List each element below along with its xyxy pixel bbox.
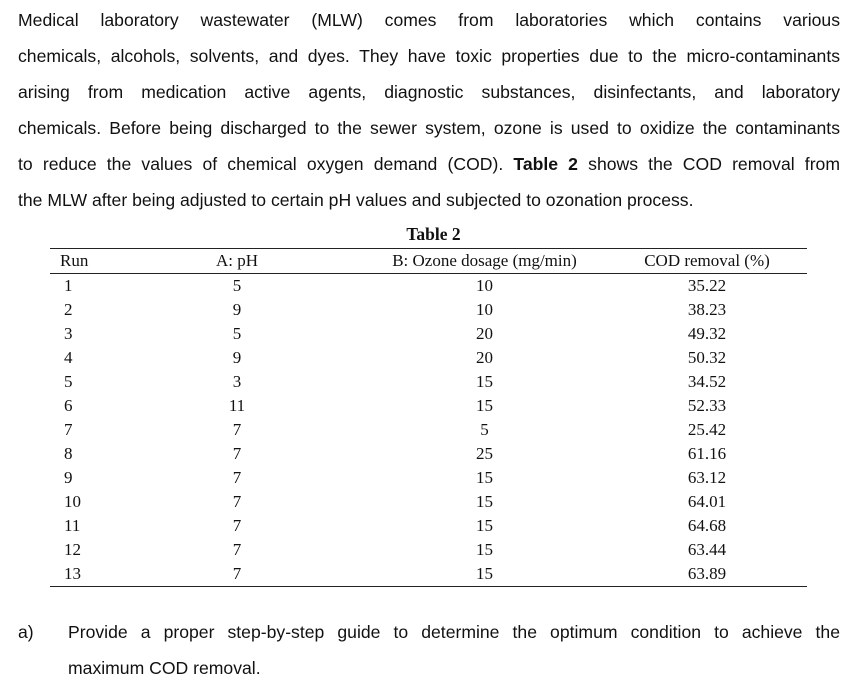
table-row <box>50 442 807 466</box>
cell-run: 7 <box>64 420 73 439</box>
cell-ph: 5 <box>232 324 242 343</box>
intro-line: arising from medication active agents, diagnostic substances, disinfectants, and laboratory <box>18 82 840 102</box>
cell-ph: 7 <box>112 562 362 587</box>
cell-cod-removal: 61.16 <box>687 444 727 463</box>
cell-run: 9 <box>64 468 73 487</box>
cell-ozone-dosage: 10 <box>476 276 493 295</box>
cell-ozone-dosage: 15 <box>476 468 493 487</box>
cell-cod-removal: 64.01 <box>687 492 727 511</box>
question-text <box>68 614 840 686</box>
cell-ph: 5 <box>232 276 242 295</box>
cell-ozone-dosage: 20 <box>476 324 493 343</box>
intro-text: shows the COD removal from <box>577 154 840 174</box>
cell-run: 11 <box>64 516 81 535</box>
cell-cod-removal: 63.89 <box>607 562 807 587</box>
cell-run: 4 <box>64 348 73 367</box>
cell-ozone-dosage: 15 <box>476 516 493 535</box>
cell-run: 1 <box>64 276 73 295</box>
intro-text: to reduce the values of chemical oxygen demand (COD). <box>18 154 514 174</box>
intro-paragraph <box>18 2 840 218</box>
cell-cod-removal: 50.32 <box>687 348 727 367</box>
cell-cod-removal: 38.23 <box>687 300 727 319</box>
cell-ph: 9 <box>232 348 242 367</box>
cell-ph: 7 <box>232 516 242 535</box>
table-row <box>50 394 807 418</box>
question-a <box>18 614 840 686</box>
cell-run: 8 <box>64 444 73 463</box>
cell-ph: 7 <box>232 420 242 439</box>
table-row <box>50 298 807 322</box>
cell-ozone-dosage: 5 <box>480 420 489 439</box>
intro-line: the MLW after being adjusted to certain pH values and subjected to ozonation process. <box>18 190 694 210</box>
cell-ph: 7 <box>232 492 242 511</box>
cell-cod-removal: 35.22 <box>687 276 727 295</box>
table-row <box>50 538 807 562</box>
cell-ph: 7 <box>232 468 242 487</box>
question-label: a) <box>18 622 34 642</box>
cell-run: 2 <box>64 300 73 319</box>
header-ozone-dosage: B: Ozone dosage (mg/min) <box>362 249 607 274</box>
cell-ph: 7 <box>232 540 242 559</box>
cell-ozone-dosage: 25 <box>476 444 493 463</box>
question-line: Provide a proper step-by-step guide to determine the optimum condition to achieve the <box>68 622 840 642</box>
cell-ozone-dosage: 15 <box>476 492 493 511</box>
cell-ph: 3 <box>232 372 242 391</box>
cell-run: 3 <box>64 324 73 343</box>
cell-run: 13 <box>50 562 112 587</box>
table-row <box>50 418 807 442</box>
table-row <box>50 274 807 299</box>
header-ph: A: pH <box>112 249 362 274</box>
cell-run: 5 <box>64 372 73 391</box>
intro-line: chemicals. Before being discharged to the sewer system, ozone is used to oxidize the contaminants <box>18 118 840 138</box>
data-table <box>50 248 807 587</box>
header-run: Run <box>50 249 112 274</box>
table-header-row <box>50 249 807 274</box>
cell-cod-removal: 34.52 <box>687 372 727 391</box>
cell-run: 12 <box>64 540 81 559</box>
question-line: maximum COD removal. <box>68 658 261 678</box>
table-row <box>50 346 807 370</box>
cell-run: 10 <box>64 492 81 511</box>
cell-ph: 9 <box>232 300 242 319</box>
table-row <box>50 490 807 514</box>
cell-ph: 7 <box>232 444 242 463</box>
table-row <box>50 514 807 538</box>
intro-line-table-ref <box>18 146 840 182</box>
cell-ozone-dosage: 15 <box>476 540 493 559</box>
cell-cod-removal: 64.68 <box>687 516 727 535</box>
cell-cod-removal: 25.42 <box>687 420 727 439</box>
table-caption: Table 2 <box>406 224 461 244</box>
cell-cod-removal: 49.32 <box>687 324 727 343</box>
cell-ozone-dosage: 15 <box>476 372 493 391</box>
header-cod-removal: COD removal (%) <box>607 249 807 274</box>
cell-ozone-dosage: 10 <box>476 300 493 319</box>
table-body <box>50 274 807 587</box>
cell-cod-removal: 63.12 <box>687 468 727 487</box>
table-row <box>50 322 807 346</box>
table-row <box>50 562 807 587</box>
intro-line: Medical laboratory wastewater (MLW) comes from laboratories which contains various <box>18 10 840 30</box>
cell-cod-removal: 63.44 <box>687 540 727 559</box>
cell-cod-removal: 52.33 <box>687 396 727 415</box>
cell-run: 6 <box>64 396 73 415</box>
table-row <box>50 370 807 394</box>
cell-ozone-dosage: 15 <box>362 562 607 587</box>
table-reference: Table 2 <box>513 154 578 174</box>
cell-ozone-dosage: 20 <box>476 348 493 367</box>
cell-ph: 11 <box>228 396 246 415</box>
table-row <box>50 466 807 490</box>
cell-ozone-dosage: 15 <box>476 396 493 415</box>
intro-line: chemicals, alcohols, solvents, and dyes. They have toxic properties due to the micro-contaminants <box>18 46 840 66</box>
